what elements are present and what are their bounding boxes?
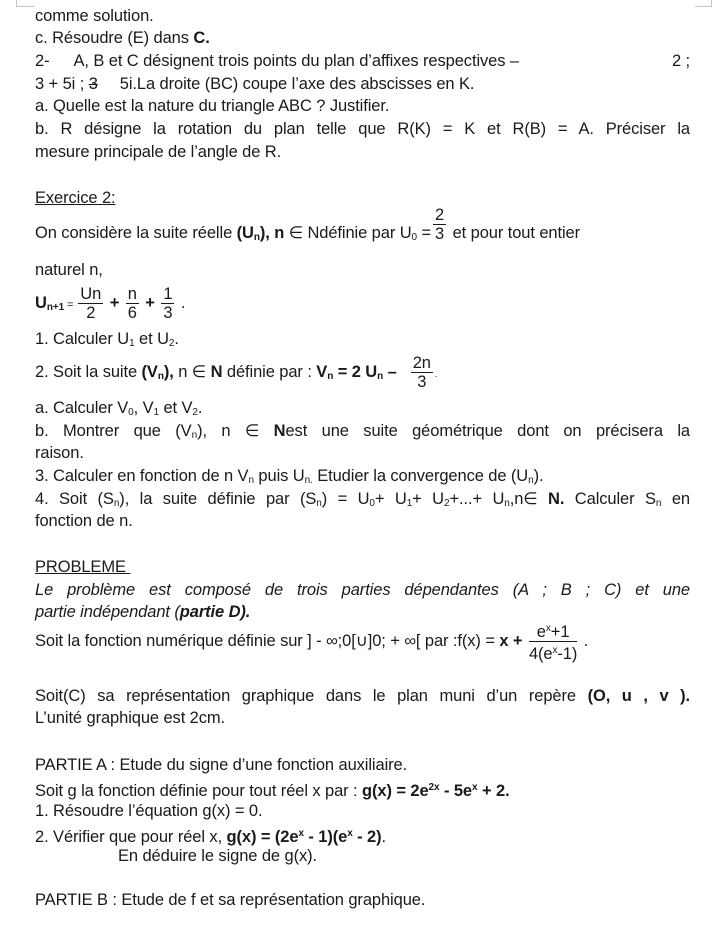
text-line: comme solution. [35,7,154,25]
section-title: PARTIE A : Etude du signe d’une fonction auxiliaire. [35,756,408,774]
question-2a: a. Calculer $V_0$, $V_1$ et $V_2$. [35,399,203,418]
text: = [417,224,432,242]
text: 3 + 5i ; [35,75,89,93]
text-line: a. Quelle est la nature du triangle ABC ? Justifier. [35,97,390,115]
text: c. Résoudre (E) dans [35,29,194,47]
question-1: 1. Résoudre l’équation g(x) = 0. [35,802,263,820]
text-line [35,27,690,49]
question-2: 2. Vérifier que pour réel x, $g(x) = (2e^x - 1)(e^x - 2)$. [35,828,387,846]
text-line: fonction de n. [35,512,133,530]
item-number: 2- [35,52,50,70]
text-line: En déduire le signe de g(x). [118,847,317,865]
function-definition: Soit la fonction numérique définie sur ] - ∞;0[∪]0; + ∞[ par :f(x) = x + $\frac{e^x+1}{4(e^x-1)}$ . [35,620,690,663]
section-title: PARTIE B : Etude de f et sa représentation graphique. [35,891,426,909]
fraction: $\frac{n}{6}$ [127,285,137,323]
text: 3 [88,75,98,93]
section-title [35,556,690,578]
question-2b: b. Montrer que $(V_n)$, n ∈ Nest une suite géométrique dont on précisera la [35,422,690,441]
text: ∈ Ndéfinie par U [284,224,412,242]
subscript: 0 [411,232,417,243]
question-4: 4. Soit $(S_n)$, la suite définie par $(S_n) = U_0+ U_1+ U_2+...+$ $U_n,n\in$ N. Calculer $S_n$ en [35,490,690,509]
text-line: partie indépendant (partie D). [35,603,251,621]
page-corner-mark [695,0,712,7]
question-3: 3. Calculer en fonction de n $V_n$ puis $U_{n.}$ Etudier la convergence de $(U_n)$. [35,467,544,486]
text-line: b. R désigne la rotation du plan telle que R(K) = K et R(B) = A. Préciser la [35,120,690,138]
text-line: Soit g la fonction définie pour tout réel x par : $g(x) = 2e^{2x} - 5e^x + 2$. [35,782,510,800]
text: 2 ; [671,52,690,70]
text-line: naturel n, [35,261,103,279]
probleme-title: PROBLEME [35,558,126,576]
text: et pour tout entier [448,224,581,242]
text-line [35,50,690,72]
text-line: raison. [35,444,84,462]
fraction: $\frac{2n}{3}$ [412,354,431,392]
fraction: $\frac{Un}{2}$ [80,285,102,323]
question-1: 1. Calculer $U_1$ et $U_2$. [35,330,179,349]
text-line: Le problème est composé de trois parties dépendantes (A ; B ; C) et une [35,581,690,599]
text-line [35,73,690,95]
text-line: Soit(C) sa représentation graphique dans le plan muni d’un repère (O, u , v ). [35,687,691,705]
recurrence-formula: $U_{n+1}$ = $\frac{Un}{2}$ + $\frac{n}{6}$ + $\frac{1}{3}$ . [35,285,186,323]
text-line [35,206,690,249]
section-title [35,187,690,209]
text: 5i.La droite (BC) coupe l’axe des abscisses en K. [119,75,475,93]
set-symbol: C. [193,29,210,47]
text: A, B et C désignent trois points du plan d’affixes respectives – [73,52,519,70]
exercise-title: Exercice 2: [35,189,116,207]
fraction: $\frac{e^x+1}{4(e^x-1)}$ [529,620,577,663]
fraction: $\frac{1}{3}$ [163,285,173,323]
fraction: $\frac{2}{3}$ [435,206,445,244]
text-line: L’unité graphique est 2cm. [35,709,226,727]
text: On considère la suite réelle [35,224,237,242]
sequence-symbol: $(U_n)$, n [236,224,285,243]
question-2: 2. Soit la suite $(V_n)$, n ∈ N définie par : $V_n = 2$ $U_n$ – $\frac{2n}{3}$ . [35,354,438,392]
text-line: mesure principale de l’angle de R. [35,143,282,161]
page-corner-mark [16,0,35,7]
